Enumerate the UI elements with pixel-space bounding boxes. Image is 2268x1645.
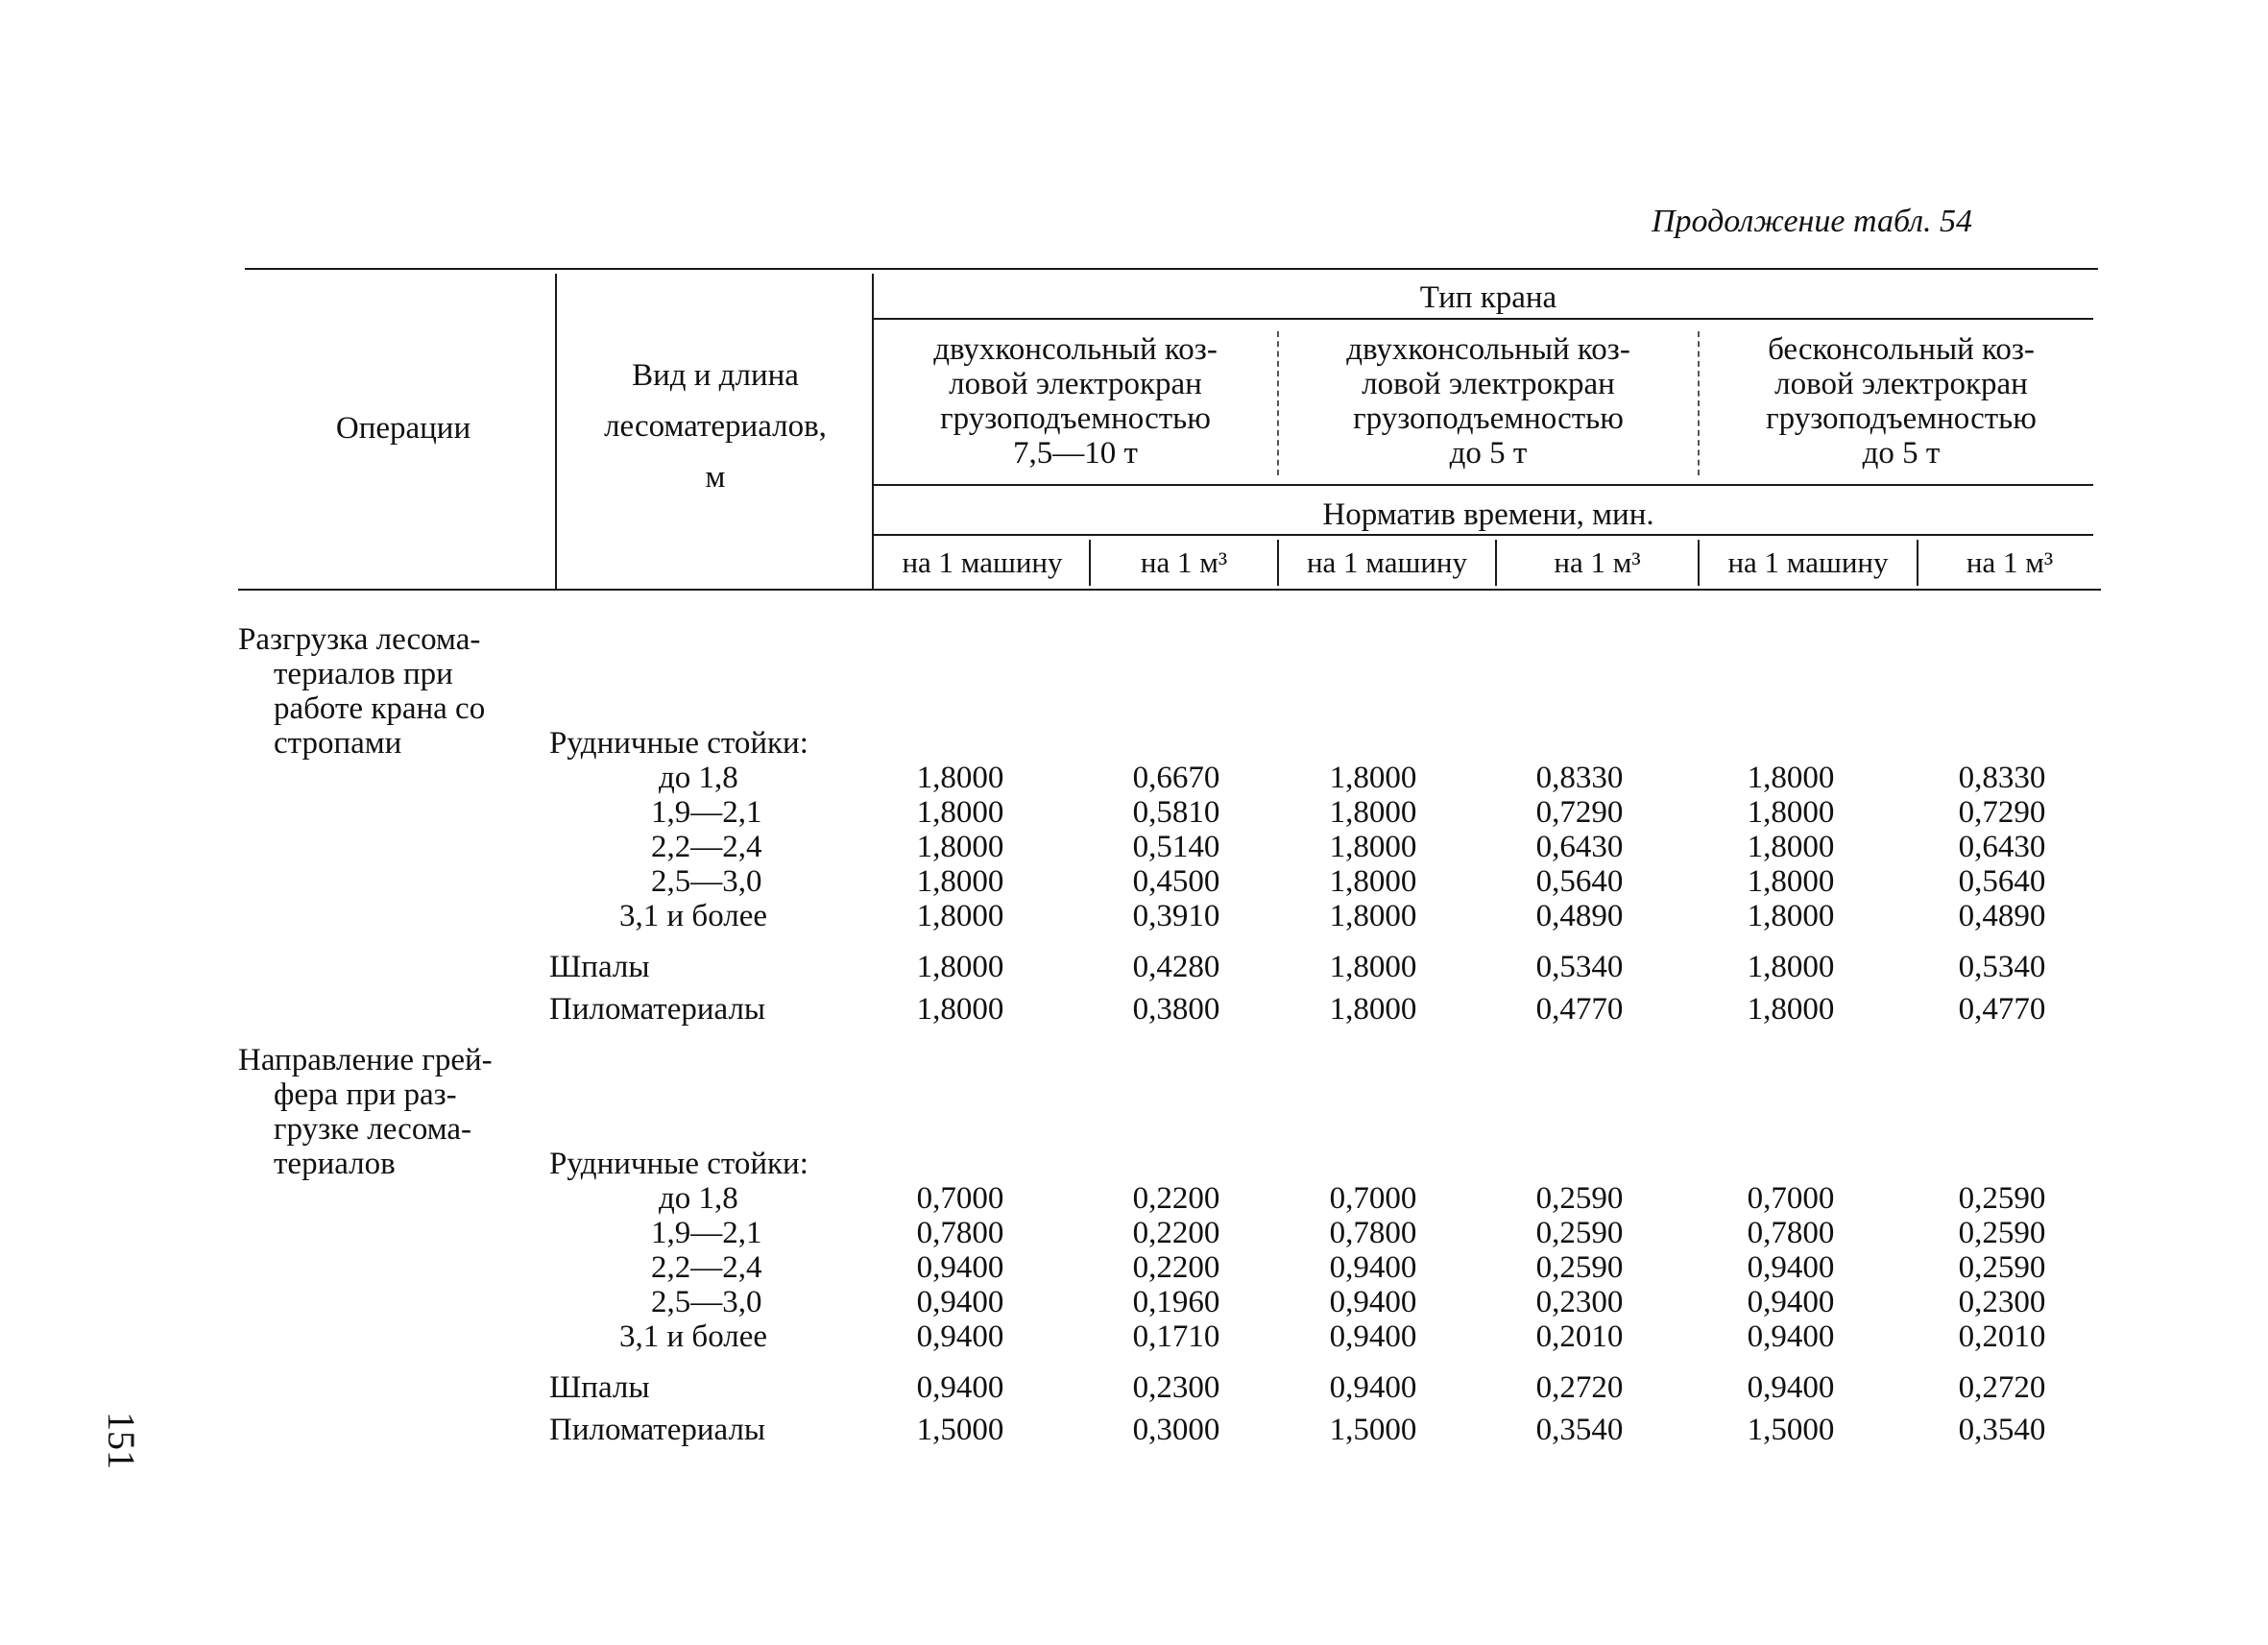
value-cell: 0,4500 xyxy=(1132,864,1220,899)
row-label: 2,5—3,0 xyxy=(651,864,762,899)
value-cell: 0,2590 xyxy=(1535,1216,1624,1250)
value-cell: 0,3540 xyxy=(1535,1413,1624,1447)
value-cell: 0,5340 xyxy=(1958,950,2046,984)
value-cell: 1,8000 xyxy=(1329,899,1417,933)
operation-line: териалов xyxy=(274,1147,396,1181)
value-cell: 0,9400 xyxy=(1329,1370,1417,1405)
value-cell: 0,4890 xyxy=(1958,899,2046,933)
crane-desc-line: до 5 т xyxy=(1862,436,1941,471)
value-cell: 0,2590 xyxy=(1535,1250,1624,1285)
value-cell: 0,5640 xyxy=(1958,864,2046,899)
value-cell: 1,8000 xyxy=(1329,761,1417,795)
value-cell: 1,5000 xyxy=(1747,1413,1835,1447)
value-cell: 0,9400 xyxy=(1747,1250,1835,1285)
row-label: 3,1 и более xyxy=(619,899,768,933)
row-label: 1,9—2,1 xyxy=(651,1216,762,1250)
value-cell: 0,3910 xyxy=(1132,899,1220,933)
value-cell: 0,9400 xyxy=(1329,1285,1417,1319)
header-material-line: лесоматериалов, xyxy=(604,409,827,444)
value-cell: 1,8000 xyxy=(916,830,1004,864)
value-cell: 1,8000 xyxy=(1747,864,1835,899)
value-cell: 1,5000 xyxy=(916,1413,1004,1447)
crane-desc-line: ловой электрокран xyxy=(1362,367,1615,401)
crane-desc-line: 7,5—10 т xyxy=(1013,436,1138,471)
value-cell: 0,5340 xyxy=(1535,950,1624,984)
value-cell: 0,3540 xyxy=(1958,1413,2046,1447)
value-cell: 0,2300 xyxy=(1535,1285,1624,1319)
row-label: 2,2—2,4 xyxy=(651,1250,762,1285)
value-cell: 0,2720 xyxy=(1958,1370,2046,1405)
value-cell: 0,7800 xyxy=(1747,1216,1835,1250)
value-cell: 1,8000 xyxy=(916,761,1004,795)
value-cell: 0,9400 xyxy=(916,1370,1004,1405)
value-cell: 0,2590 xyxy=(1535,1181,1624,1216)
operation-line: Направление грей- xyxy=(238,1043,493,1077)
value-cell: 1,8000 xyxy=(1329,864,1417,899)
header-bottom-rule xyxy=(238,589,2101,591)
unit-per-m3: на 1 м³ xyxy=(1554,545,1641,579)
value-cell: 0,9400 xyxy=(916,1250,1004,1285)
value-cell: 0,7290 xyxy=(1958,795,2046,830)
value-cell: 0,3000 xyxy=(1132,1413,1220,1447)
value-cell: 1,8000 xyxy=(1747,992,1835,1027)
col-divider-1 xyxy=(555,274,557,589)
value-cell: 0,2200 xyxy=(1132,1181,1220,1216)
value-cell: 0,8330 xyxy=(1535,761,1624,795)
value-cell: 1,5000 xyxy=(1329,1413,1417,1447)
value-cell: 0,2010 xyxy=(1958,1319,2046,1354)
value-cell: 0,8330 xyxy=(1958,761,2046,795)
row-label: 2,5—3,0 xyxy=(651,1285,762,1319)
header-material-line: Вид и длина xyxy=(632,358,799,393)
header-material xyxy=(562,358,869,495)
value-cell: 0,2010 xyxy=(1535,1319,1624,1354)
value-cell: 0,3800 xyxy=(1132,992,1220,1027)
value-cell: 1,8000 xyxy=(916,864,1004,899)
crane-divider-2 xyxy=(1698,331,1700,475)
crane-desc-line: двухконсольный коз- xyxy=(1346,332,1630,367)
value-cell: 1,8000 xyxy=(1329,830,1417,864)
row-label: 3,1 и более xyxy=(619,1319,768,1354)
value-cell: 0,7000 xyxy=(916,1181,1004,1216)
value-cell: 0,7000 xyxy=(1329,1181,1417,1216)
value-cell: 1,8000 xyxy=(916,795,1004,830)
crane-desc-line: грузоподъемностью xyxy=(1766,401,2037,436)
value-cell: 0,2590 xyxy=(1958,1181,2046,1216)
value-cell: 0,2590 xyxy=(1958,1216,2046,1250)
value-cell: 0,9400 xyxy=(1747,1285,1835,1319)
crane-desc-line: ловой электрокран xyxy=(949,367,1202,401)
col-divider-2 xyxy=(872,274,874,589)
value-cell: 1,8000 xyxy=(1329,795,1417,830)
value-cell: 0,4770 xyxy=(1535,992,1624,1027)
value-cell: 0,9400 xyxy=(916,1285,1004,1319)
crane-desc-line: двухконсольный коз- xyxy=(933,332,1218,367)
value-cell: 1,8000 xyxy=(1329,950,1417,984)
value-cell: 1,8000 xyxy=(1747,761,1835,795)
value-cell: 0,4890 xyxy=(1535,899,1624,933)
value-cell: 0,2720 xyxy=(1535,1370,1624,1405)
value-cell: 0,5140 xyxy=(1132,830,1220,864)
value-cell: 0,2200 xyxy=(1132,1216,1220,1250)
header-norm: Норматив времени, мин. xyxy=(1322,497,1654,532)
value-cell: 1,8000 xyxy=(1747,950,1835,984)
operation-line: фера при раз- xyxy=(274,1077,457,1112)
unit-per-m3: на 1 м³ xyxy=(1966,545,2054,579)
page-number: 151 xyxy=(100,1412,143,1469)
value-cell: 1,8000 xyxy=(1747,830,1835,864)
value-cell: 0,6430 xyxy=(1535,830,1624,864)
value-cell: 0,5640 xyxy=(1535,864,1624,899)
value-cell: 0,5810 xyxy=(1132,795,1220,830)
value-cell: 0,6430 xyxy=(1958,830,2046,864)
norm-rule xyxy=(874,534,2093,536)
value-cell: 0,2300 xyxy=(1132,1370,1220,1405)
value-cell: 0,9400 xyxy=(1329,1250,1417,1285)
unit-per-machine: на 1 машину xyxy=(1727,545,1889,579)
crane-desc-line: грузоподъемностью xyxy=(1353,401,1624,436)
header-crane-type: Тип крана xyxy=(1419,280,1557,315)
value-cell: 1,8000 xyxy=(1747,795,1835,830)
value-cell: 0,9400 xyxy=(1329,1319,1417,1354)
value-cell: 0,9400 xyxy=(1747,1370,1835,1405)
value-cell: 1,8000 xyxy=(1747,899,1835,933)
value-cell: 0,2200 xyxy=(1132,1250,1220,1285)
header-material-line: м xyxy=(705,460,726,495)
value-cell: 0,1960 xyxy=(1132,1285,1220,1319)
value-cell: 0,6670 xyxy=(1132,761,1220,795)
row-label: до 1,8 xyxy=(659,1181,738,1216)
value-cell: 0,2590 xyxy=(1958,1250,2046,1285)
value-cell: 0,2300 xyxy=(1958,1285,2046,1319)
row-label: 2,2—2,4 xyxy=(651,830,762,864)
operation-line: Разгрузка лесома- xyxy=(238,622,481,657)
value-cell: 1,8000 xyxy=(916,899,1004,933)
value-cell: 0,9400 xyxy=(1747,1319,1835,1354)
operation-line: стропами xyxy=(274,726,402,761)
value-cell: 1,8000 xyxy=(1329,992,1417,1027)
value-cell: 0,7800 xyxy=(1329,1216,1417,1250)
crane-desc-line: ловой электрокран xyxy=(1774,367,2028,401)
row-label: Пиломатериалы xyxy=(549,992,766,1027)
operation-line: териалов при xyxy=(274,657,453,691)
value-cell: 1,8000 xyxy=(916,992,1004,1027)
value-cell: 1,8000 xyxy=(916,950,1004,984)
operation-line: работе крана со xyxy=(274,691,486,726)
crane-desc-line: грузоподъемностью xyxy=(940,401,1211,436)
crane-desc-1 xyxy=(879,332,1272,471)
group-label: Рудничные стойки: xyxy=(549,726,808,761)
crane-desc-line: до 5 т xyxy=(1449,436,1528,471)
row-label: до 1,8 xyxy=(659,761,738,795)
table-top-rule xyxy=(245,268,2098,270)
value-cell: 0,1710 xyxy=(1132,1319,1220,1354)
value-cell: 0,7000 xyxy=(1747,1181,1835,1216)
value-cell: 0,4770 xyxy=(1958,992,2046,1027)
operation-line: грузке лесома- xyxy=(274,1112,471,1147)
crane-desc-3 xyxy=(1704,332,2098,471)
value-cell: 0,7290 xyxy=(1535,795,1624,830)
value-cell: 0,9400 xyxy=(916,1319,1004,1354)
crane-divider-1 xyxy=(1277,331,1279,475)
row-label: 1,9—2,1 xyxy=(651,795,762,830)
continuation-caption: Продолжение табл. 54 xyxy=(1652,204,1973,239)
unit-per-m3: на 1 м³ xyxy=(1140,545,1228,579)
unit-per-machine: на 1 машину xyxy=(902,545,1063,579)
header-operations: Операции xyxy=(335,411,471,446)
unit-per-machine: на 1 машину xyxy=(1306,545,1468,579)
row-label: Шпалы xyxy=(549,950,650,984)
crane-desc-2 xyxy=(1287,332,1690,471)
crane-type-rule xyxy=(874,318,2093,320)
crane-desc-rule xyxy=(874,484,2093,486)
row-label: Пиломатериалы xyxy=(549,1413,766,1447)
row-label: Шпалы xyxy=(549,1370,650,1405)
value-cell: 0,4280 xyxy=(1132,950,1220,984)
value-cell: 0,7800 xyxy=(916,1216,1004,1250)
crane-desc-line: бесконсольный коз- xyxy=(1768,332,2035,367)
group-label: Рудничные стойки: xyxy=(549,1147,808,1181)
